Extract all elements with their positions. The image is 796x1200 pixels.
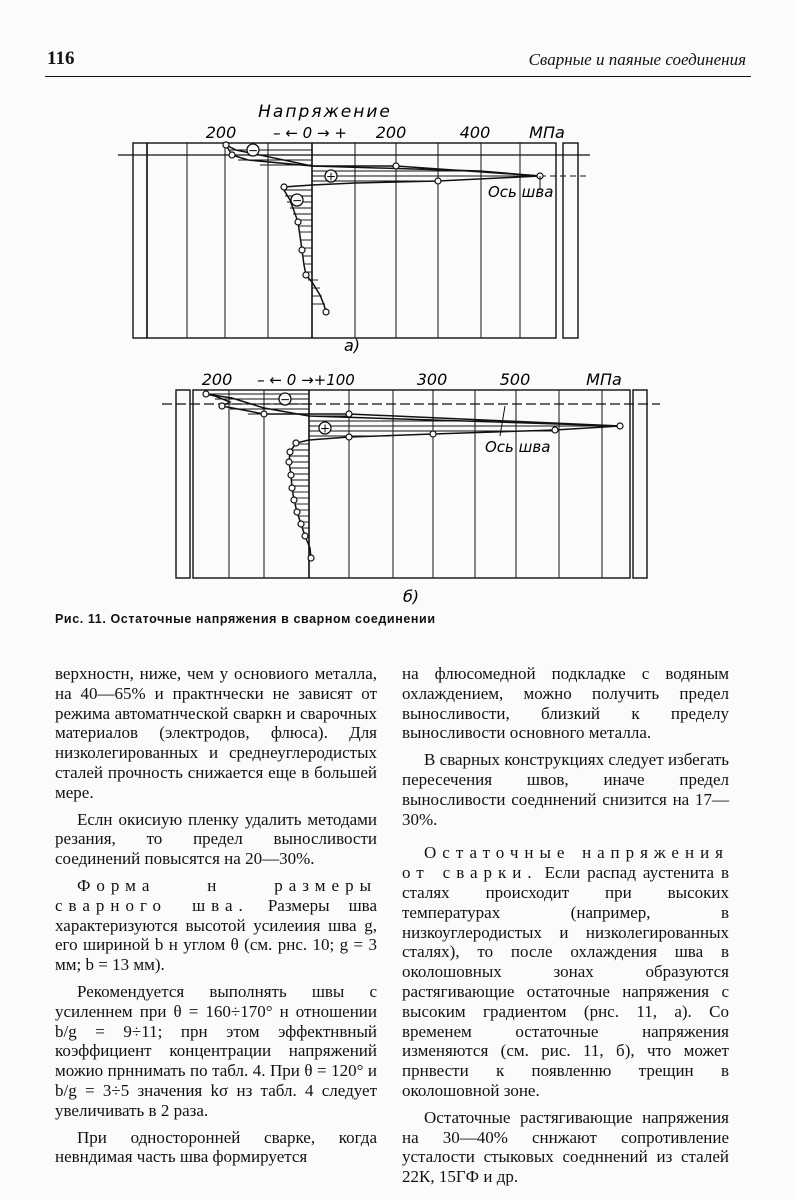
figure-a-seam-label: Ось шва [488, 183, 554, 201]
right-paragraph-4: Остаточные растягивающие напряжения на 30—40% сннжают сопротивление усталости стыковых соедннений из сталей 22К, 15ГФ и др. [402, 1107, 729, 1187]
figure-b-minus: − [279, 392, 291, 407]
figure-b-unit: МПа [586, 370, 622, 389]
left-paragraph-3 [55, 876, 377, 975]
right-paragraph-3-body: Если распад аустенита в сталях происходит при высоких температурах (например, в низкоуглеродистых и низколегированных сталях), то после охлаждения шва в околошовных зонах образуются растягивающие остаточные напряжения с высоким градиентом (рнс. 11, а). Со временем остаточные напряжения изменяются (см. рис. 11, б), что может прнвести к появленню трещин в околошовной зоне. [402, 863, 729, 1100]
figure-a [0, 90, 796, 360]
figure-a-tick-400: 400 [459, 123, 491, 142]
figure-caption: Рис. 11. Остаточные напряжения в сварном соединении [55, 612, 436, 626]
figure-b-tick-left: 200 [201, 370, 233, 389]
figure-a-title: Напряжение [258, 102, 392, 122]
left-paragraph-2: Еслн окисиую пленку удалить методами резания, то предел выносливости соединений повысятся на 20—30%. [55, 809, 377, 869]
figure-b-tick-500: 500 [499, 370, 531, 389]
section-heading-weld-size: Форма н размеры сварного шва. [55, 875, 377, 915]
figure-b-panel-label: б) [402, 587, 420, 606]
figure-a-minus-bottom: − [291, 193, 303, 208]
figure-b [0, 368, 796, 608]
figure-a-unit: МПа [529, 123, 565, 142]
header-rule [45, 76, 751, 77]
figure-b-seam-label: Ось шва [485, 438, 551, 456]
section-heading-residual-stress: Остаточные напряжения от сварки. [402, 843, 729, 883]
figure-a-tick-left: 200 [205, 123, 237, 142]
figure-a-tick-200: 200 [375, 123, 407, 142]
left-paragraph-3-body: Размеры шва характеризуются высотой усилеиия шва g, его шириной b н углом θ (см. рнс. 10; g = 3 мм; b = 13 мм). [55, 895, 378, 975]
right-paragraph-1: на флюсомедной подкладке с водяным охлаждением, можно получить предел выносливости, близкий к пределу выносливости основного металла. [402, 664, 729, 743]
figure-b-plus: + [319, 421, 331, 436]
figure-b-tick-300: 300 [416, 370, 448, 389]
page-number: 116 [47, 48, 75, 69]
figure-a-plus: + [325, 169, 337, 184]
left-column [55, 664, 377, 1167]
left-paragraph-5: При односторонней сварке, когда невндимая часть шва формируется [55, 1127, 377, 1167]
figure-a-panel-label: а) [343, 336, 361, 355]
right-paragraph-2: В сварных конструкциях следует избегать пересечения швов, иначе предел выносливости соедннений снизится на 17—30%. [402, 750, 729, 829]
left-paragraph-1: верхностн, ниже, чем у основиого металла, на 40—65% и практнчески не зависят от режима автоматнческой сваркн и сварочных материалов (электродов, флюса). Для низколегированных и среднеуглеродистых сталей прочность снижается еще в большей мере. [55, 664, 377, 802]
running-title: Сварные и паяные соединения [528, 50, 746, 69]
figure-a-sign-label: – ← 0 → + [273, 124, 347, 142]
right-paragraph-3 [402, 843, 729, 1100]
right-column [402, 664, 729, 1187]
figure-b-sign-label: – ← 0 →+100 [257, 371, 355, 389]
left-paragraph-4: Рекомендуется выполнять швы с усиленнем при θ = 160÷170° н отношении b/g = 9÷11; прн этом эффектнвный коэффициент концентрации напряжений можио прннимать по табл. 4. При θ = 120° и b/g = 3÷5 значения kσ нз табл. 4 следует увеличивать в 2 раза. [55, 981, 377, 1120]
figure-a-minus-top: − [247, 143, 259, 158]
